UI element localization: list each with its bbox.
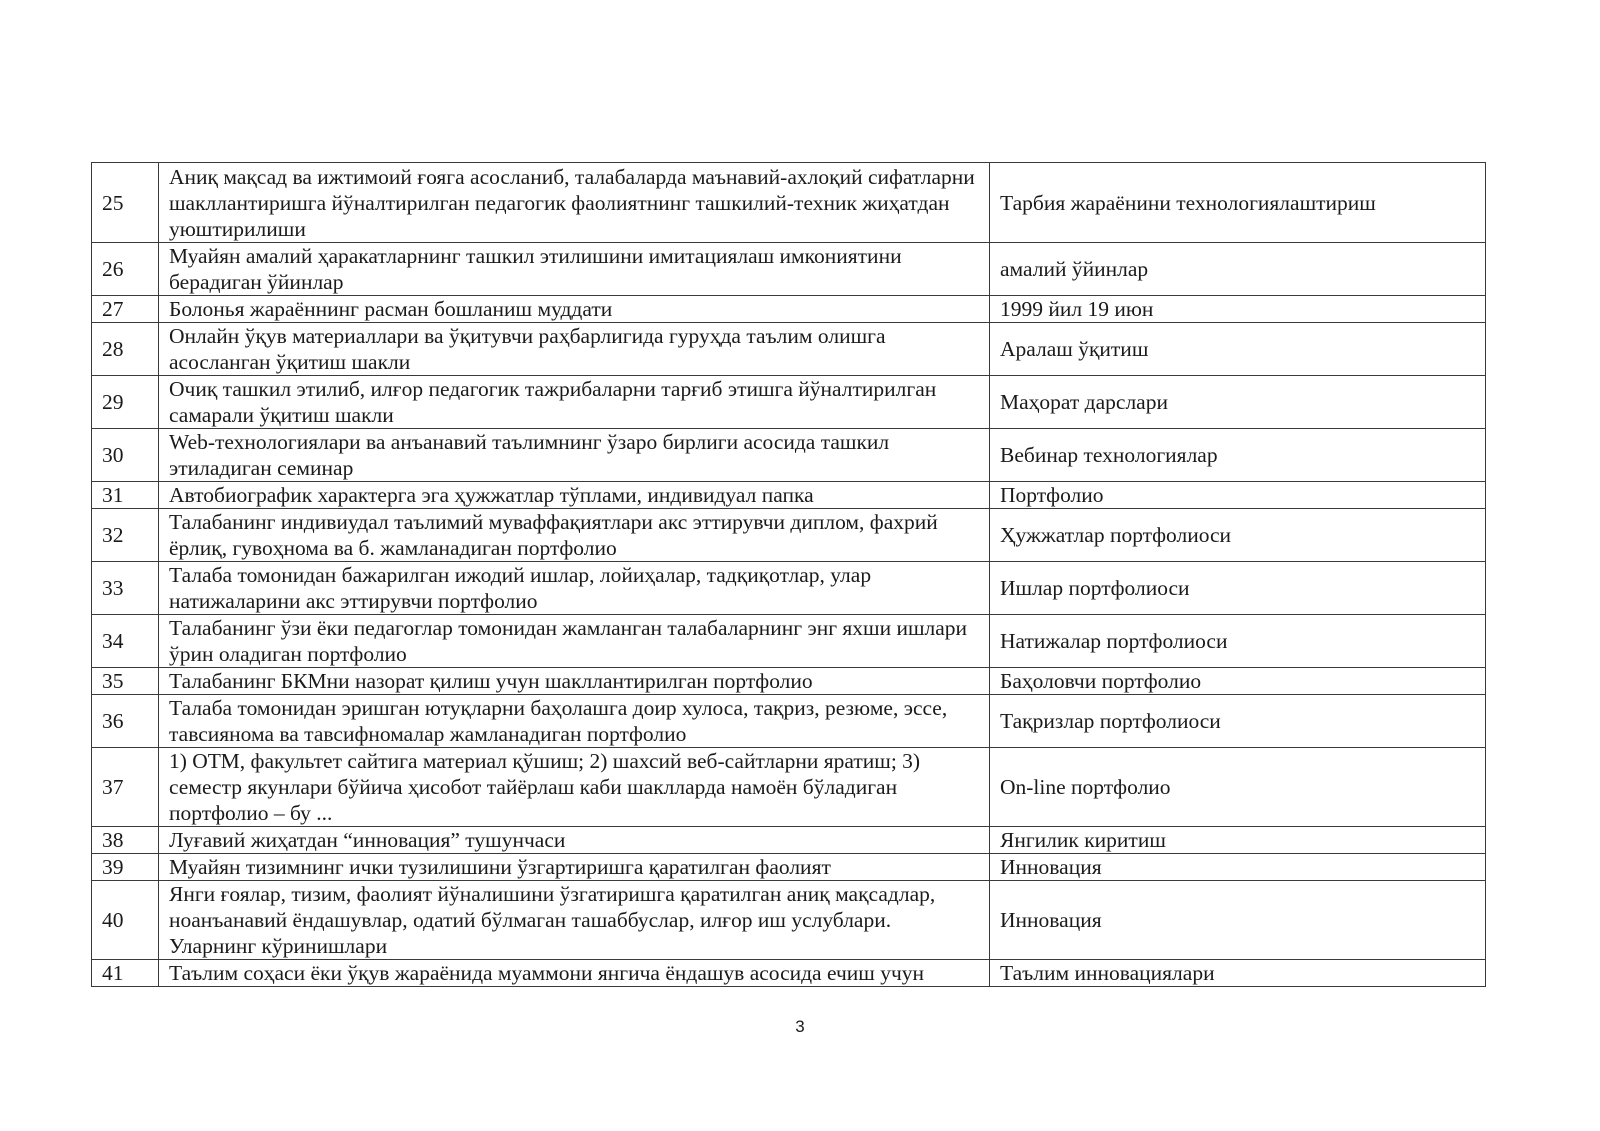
table-row xyxy=(92,376,1486,429)
table-row xyxy=(92,695,1486,748)
question-text: Автобиографик характерга эга ҳужжатлар тўплами, индивидуал папка xyxy=(169,483,814,507)
table-row xyxy=(92,482,1486,509)
answer-cell xyxy=(990,429,1486,482)
answer-cell xyxy=(990,376,1486,429)
question-text: Талаба томонидан эришган ютуқларни баҳолашга доир хулоса, тақриз, резюме, эссе, тавсиянома ва тавсифномалар жамланадиган портфолио xyxy=(169,696,948,746)
table-row xyxy=(92,960,1486,987)
question-cell xyxy=(159,323,990,376)
question-text: Талаба томонидан бажарилган ижодий ишлар, лойиҳалар, тадқиқотлар, улар натижаларини акс эттирувчи портфолио xyxy=(169,563,872,613)
question-cell xyxy=(159,482,990,509)
question-cell xyxy=(159,881,990,960)
answer-text: On-line портфолио xyxy=(1000,775,1171,799)
answer-cell xyxy=(990,960,1486,987)
table-row xyxy=(92,854,1486,881)
row-number-cell xyxy=(92,243,159,296)
row-number: 29 xyxy=(102,390,124,414)
questions-table xyxy=(91,162,1486,987)
question-text: Янги ғоялар, тизим, фаолият йўналишини ўзгатиришга қаратилган аниқ мақсадлар, ноанъанавий ёндашувлар, одатий бўлмаган ташаббуслар, илғор иш услублари. Уларнинг кўринишлари xyxy=(169,882,936,958)
answer-text: Таълим инновациялари xyxy=(1000,961,1215,985)
row-number: 39 xyxy=(102,855,124,879)
row-number-cell xyxy=(92,376,159,429)
row-number: 30 xyxy=(102,443,124,467)
row-number-cell xyxy=(92,695,159,748)
table-row xyxy=(92,243,1486,296)
question-cell xyxy=(159,243,990,296)
row-number-cell xyxy=(92,296,159,323)
answer-text: Тарбия жараёнини технологиялаштириш xyxy=(1000,190,1376,215)
answer-text: Портфолио xyxy=(1000,483,1104,507)
question-cell xyxy=(159,854,990,881)
row-number-cell xyxy=(92,429,159,482)
question-text: Таълим соҳаси ёки ўқув жараёнида муаммони янгича ёндашув асосида ечиш учун xyxy=(169,961,925,985)
question-cell xyxy=(159,429,990,482)
row-number: 33 xyxy=(102,576,124,600)
question-cell xyxy=(159,960,990,987)
answer-text: Инновация xyxy=(1000,855,1102,879)
question-text: 1) ОТМ, факультет сайтига материал қўшиш; 2) шахсий веб-сайтларни яратиш; 3) семестр якунлари бўйича ҳисобот тайёрлаш каби шаклларда намоён бўладиган портфолио – бу ... xyxy=(169,749,921,825)
question-cell xyxy=(159,668,990,695)
row-number-cell xyxy=(92,562,159,615)
row-number: 34 xyxy=(102,629,124,653)
question-cell xyxy=(159,296,990,323)
table-body xyxy=(92,163,1486,987)
row-number-cell xyxy=(92,323,159,376)
row-number: 40 xyxy=(102,908,124,932)
question-cell xyxy=(159,562,990,615)
answer-cell xyxy=(990,854,1486,881)
page-number: 3 xyxy=(795,1017,805,1036)
row-number-cell xyxy=(92,827,159,854)
answer-text: Тақризлар портфолиоси xyxy=(1000,709,1221,733)
row-number-cell xyxy=(92,509,159,562)
row-number: 31 xyxy=(102,483,124,507)
question-text: Болонья жараённинг расман бошланиш муддати xyxy=(169,297,613,321)
answer-text: амалий ўйинлар xyxy=(1000,257,1149,281)
row-number-cell xyxy=(92,163,159,243)
answer-cell xyxy=(990,163,1486,243)
question-text: Луғавий жиҳатдан “инновация” тушунчаси xyxy=(169,828,566,852)
answer-cell xyxy=(990,482,1486,509)
question-cell xyxy=(159,748,990,827)
row-number-cell xyxy=(92,482,159,509)
question-text: Талабанинг индивиудал таълимий муваффақиятлари акс эттирувчи диплом, фахрий ёрлиқ, гувоҳнома ва б. жамланадиган портфолио xyxy=(169,510,938,560)
answer-cell xyxy=(990,668,1486,695)
question-text: Талабанинг ўзи ёки педагоглар томонидан жамланган талабаларнинг энг яхши ишлари ўрин оладиган портфолио xyxy=(169,616,968,666)
row-number-cell xyxy=(92,748,159,827)
answer-text: 1999 йил 19 июн xyxy=(1000,297,1154,321)
row-number: 26 xyxy=(102,257,124,281)
question-text: Очиқ ташкил этилиб, илғор педагогик тажрибаларни тарғиб этишга йўналтирилган самарали ўқитиш шакли xyxy=(169,377,937,427)
question-text: Аниқ мақсад ва ижтимоий ғояга асосланиб, талабаларда маънавий-ахлоқий сифатларни шакллантиришга йўналтирилган педагогик фаолиятнинг ташкилий-техник жиҳатдан уюштирилиши xyxy=(169,164,975,241)
answer-text: Натижалар портфолиоси xyxy=(1000,629,1228,653)
question-cell xyxy=(159,163,990,243)
row-number-cell xyxy=(92,615,159,668)
answer-cell xyxy=(990,509,1486,562)
question-text: Онлайн ўқув материаллари ва ўқитувчи раҳбарлигида гуруҳда таълим олишга асосланган ўқитиш шакли xyxy=(169,324,886,374)
answer-text: Ҳужжатлар портфолиоси xyxy=(1000,523,1232,547)
answer-text: Вебинар технологиялар xyxy=(1000,443,1218,467)
table-row xyxy=(92,509,1486,562)
table-row xyxy=(92,562,1486,615)
answer-text: Баҳоловчи портфолио xyxy=(1000,669,1202,693)
answer-cell xyxy=(990,748,1486,827)
question-text: Муайян амалий ҳаракатларнинг ташкил этилишини имитациялаш имкониятини берадиган ўйинлар xyxy=(169,244,902,294)
row-number-cell xyxy=(92,960,159,987)
question-cell xyxy=(159,695,990,748)
answer-text: Маҳорат дарслари xyxy=(1000,390,1168,414)
question-cell xyxy=(159,827,990,854)
row-number-cell xyxy=(92,854,159,881)
table-row xyxy=(92,668,1486,695)
row-number: 41 xyxy=(102,961,124,985)
table-row xyxy=(92,163,1486,243)
row-number: 37 xyxy=(102,775,124,799)
row-number-cell xyxy=(92,881,159,960)
question-cell xyxy=(159,509,990,562)
question-text: Талабанинг БКМни назорат қилиш учун шакллантирилган портфолио xyxy=(169,669,813,693)
table-row xyxy=(92,881,1486,960)
row-number: 35 xyxy=(102,669,124,693)
question-text: Web-технологиялари ва анъанавий таълимнинг ўзаро бирлиги асосида ташкил этиладиган семинар xyxy=(169,430,890,480)
answer-cell xyxy=(990,881,1486,960)
question-text: Муайян тизимнинг ички тузилишини ўзгартиришга қаратилган фаолият xyxy=(169,855,831,879)
table-row xyxy=(92,429,1486,482)
answer-text: Аралаш ўқитиш xyxy=(1000,337,1149,361)
row-number: 27 xyxy=(102,297,124,321)
table-row xyxy=(92,615,1486,668)
table-row xyxy=(92,748,1486,827)
answer-cell xyxy=(990,243,1486,296)
question-cell xyxy=(159,376,990,429)
row-number: 36 xyxy=(102,709,124,733)
question-cell xyxy=(159,615,990,668)
row-number: 25 xyxy=(102,190,124,215)
answer-cell xyxy=(990,695,1486,748)
answer-cell xyxy=(990,562,1486,615)
row-number: 38 xyxy=(102,828,124,852)
table-row xyxy=(92,296,1486,323)
row-number: 32 xyxy=(102,523,124,547)
table-row xyxy=(92,323,1486,376)
answer-cell xyxy=(990,323,1486,376)
row-number-cell xyxy=(92,668,159,695)
answer-text: Инновация xyxy=(1000,908,1102,932)
answer-cell xyxy=(990,296,1486,323)
table-row xyxy=(92,827,1486,854)
answer-text: Янгилик киритиш xyxy=(1000,828,1166,852)
answer-cell xyxy=(990,827,1486,854)
answer-text: Ишлар портфолиоси xyxy=(1000,576,1190,600)
row-number: 28 xyxy=(102,337,124,361)
answer-cell xyxy=(990,615,1486,668)
